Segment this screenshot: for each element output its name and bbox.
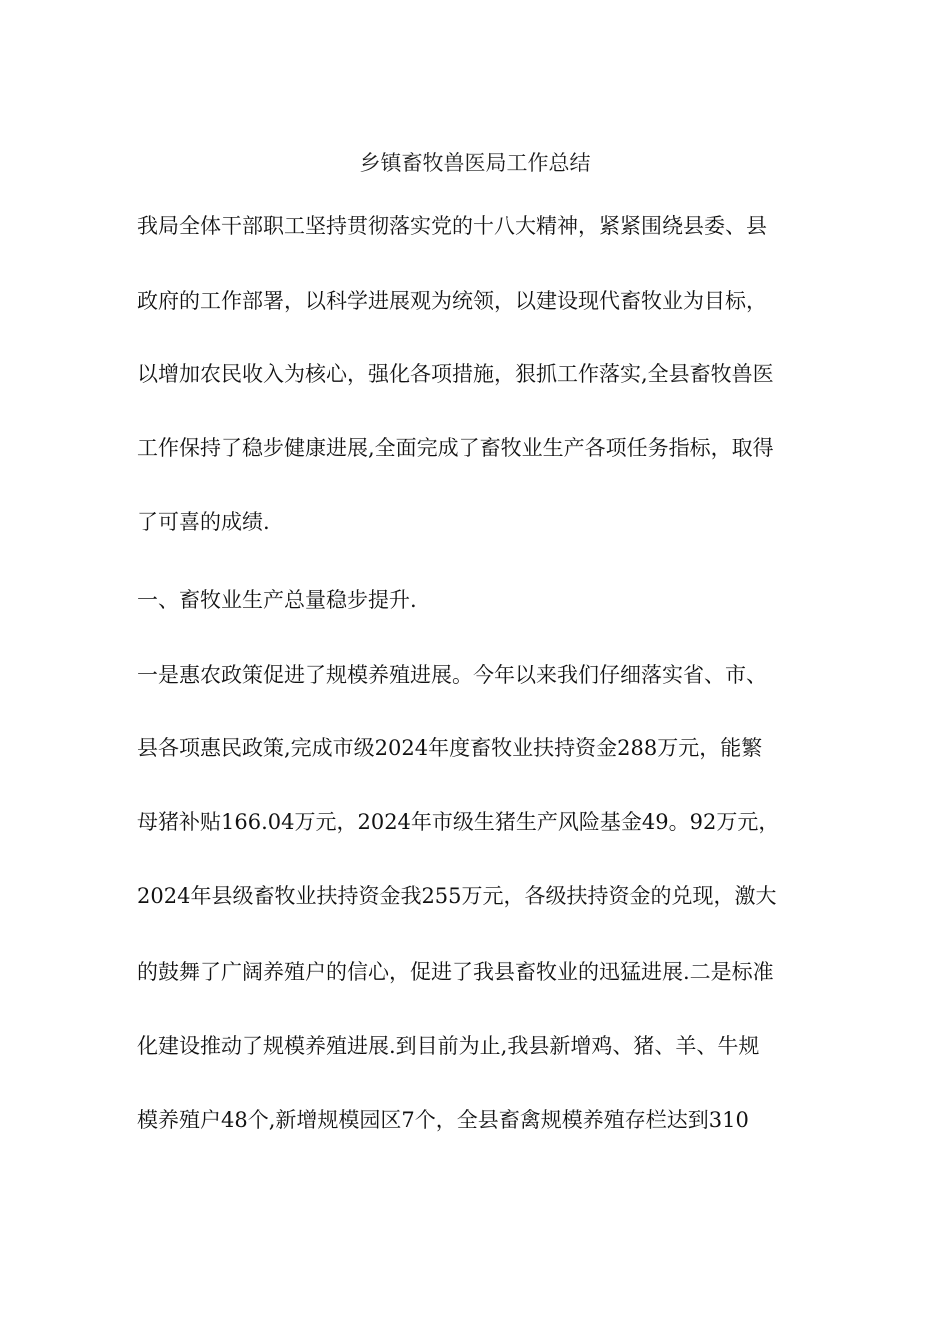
document-title: 乡镇畜牧兽医局工作总结 xyxy=(359,151,591,175)
paragraph-line: 县各项惠民政策,完成市级2024年度畜牧业扶持资金288万元，能繁 xyxy=(137,736,763,760)
paragraph-line: 的鼓舞了广阔养殖户的信心，促进了我县畜牧业的迅猛进展.二是标准 xyxy=(137,960,774,984)
paragraph-line: 以增加农民收入为核心，强化各项措施，狠抓工作落实,全县畜牧兽医 xyxy=(137,362,774,386)
paragraph-line: 我局全体干部职工坚持贯彻落实党的十八大精神，紧紧围绕县委、县 xyxy=(137,214,767,238)
paragraph-line: 了可喜的成绩. xyxy=(137,510,270,534)
paragraph-line: 模养殖户48个,新增规模园区7个，全县畜禽规模养殖存栏达到310 xyxy=(137,1108,749,1132)
paragraph-line: 母猪补贴166.04万元，2024年市级生猪生产风险基金49。92万元， xyxy=(137,810,780,834)
paragraph-line: 工作保持了稳步健康进展,全面完成了畜牧业生产各项任务指标，取得 xyxy=(137,436,774,460)
paragraph-line: 2024年县级畜牧业扶持资金我255万元，各级扶持资金的兑现，激大 xyxy=(137,884,777,908)
paragraph-line: 政府的工作部署，以科学进展观为统领，以建设现代畜牧业为目标， xyxy=(137,289,767,313)
paragraph-line: 化建设推动了规模养殖进展.到目前为止,我县新增鸡、猪、羊、牛规 xyxy=(137,1034,760,1058)
paragraph-line: 一是惠农政策促进了规模养殖进展。今年以来我们仔细落实省、市、 xyxy=(137,663,767,687)
section-heading: 一、畜牧业生产总量稳步提升. xyxy=(137,588,417,612)
